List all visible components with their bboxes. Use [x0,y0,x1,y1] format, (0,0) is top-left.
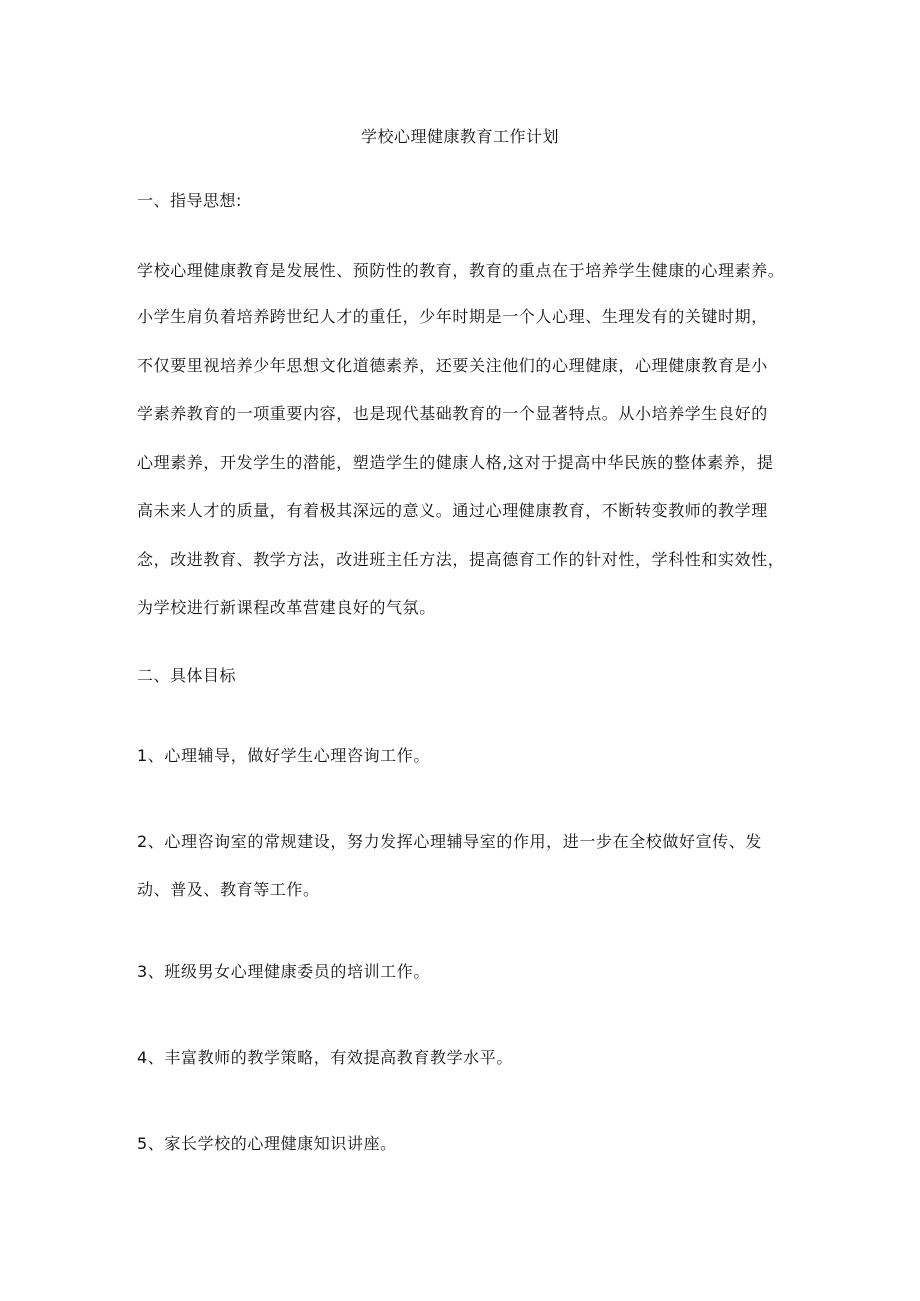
paragraph-line: 念，改进教育、教学方法，改进班主任方法，提高德育工作的针对性，学科性和实效性， [137,550,785,569]
goal-item-2-continued: 动、普及、教育等工作。 [137,880,320,899]
paragraph-line: 高未来人才的质量，有着极其深远的意义。通过心理健康教育，不断转变教师的教学理 [137,501,768,520]
goal-item-5: 5、家长学校的心理健康知识讲座。 [137,1134,397,1153]
paragraph-line: 为学校进行新课程改革营建良好的气氛。 [137,598,436,617]
goal-item-1: 1、心理辅导，做好学生心理咨询工作。 [137,746,430,765]
goal-item-3: 3、班级男女心理健康委员的培训工作。 [137,962,430,981]
section-heading-specific-goals: 二、具体目标 [137,666,237,685]
section-heading-guiding-ideology: 一、指导思想: [137,191,242,210]
paragraph-line: 不仅要里视培养少年思想文化道德素养，还要关注他们的心理健康，心理健康教育是小 [137,356,768,375]
paragraph-line: 学素养教育的一项重要内容，也是现代基础教育的一个显著特点。从小培养学生良好的 [137,404,768,423]
paragraph-line: 心理素养，开发学生的潜能，塑造学生的健康人格,这对于提高中华民族的整体素养，提 [137,453,774,472]
goal-item-4: 4、丰富教师的教学策略，有效提高教育教学水平。 [137,1048,513,1067]
paragraph-line: 学校心理健康教育是发展性、预防性的教育，教育的重点在于培养学生健康的心理素养。 [137,261,785,280]
goal-item-2: 2、心理咨询室的常规建设，努力发挥心理辅导室的作用，进一步在全校做好宣传、发 [137,832,762,851]
document-title: 学校心理健康教育工作计划 [360,127,559,146]
paragraph-line: 小学生肩负着培养跨世纪人才的重任，少年时期是一个人心理、生理发有的关键时期， [137,307,768,326]
